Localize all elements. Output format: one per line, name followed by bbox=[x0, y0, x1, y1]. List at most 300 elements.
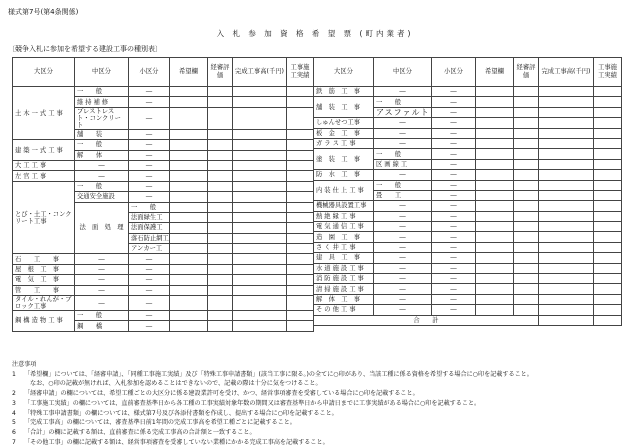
review-cell[interactable] bbox=[514, 201, 539, 211]
amount-cell[interactable] bbox=[539, 294, 594, 304]
wish-cell[interactable] bbox=[476, 118, 514, 128]
minor-dash: ― bbox=[129, 181, 170, 191]
wish-cell[interactable] bbox=[476, 97, 514, 107]
amount-cell[interactable] bbox=[539, 170, 594, 180]
amount-cell[interactable] bbox=[539, 253, 594, 263]
table-row bbox=[13, 87, 314, 97]
middle-cell: 法 面 処 理 bbox=[75, 202, 129, 254]
wish-cell[interactable] bbox=[476, 128, 514, 138]
wish-cell[interactable] bbox=[170, 87, 208, 97]
amount-cell[interactable] bbox=[233, 97, 287, 107]
record-cell[interactable] bbox=[594, 149, 622, 159]
amount-cell[interactable] bbox=[233, 212, 287, 222]
minor-dash: ― bbox=[432, 170, 476, 180]
table-header-row bbox=[13, 58, 314, 87]
note-item bbox=[12, 409, 622, 419]
review-cell[interactable] bbox=[208, 87, 233, 97]
record-cell[interactable] bbox=[287, 171, 314, 181]
minor-dash: ― bbox=[129, 285, 170, 295]
review-cell[interactable] bbox=[208, 321, 233, 331]
note-text: 「希望欄」については、「経審申請」、「同種工事施工実績」及び「特殊工事申請書類」(該当工事に限る。)の全てに○印があり、当該工種に係る資格を希望する場合に○印を記載すること。 bbox=[24, 370, 533, 378]
review-cell[interactable] bbox=[514, 274, 539, 284]
record-cell[interactable] bbox=[594, 232, 622, 242]
wish-cell[interactable] bbox=[170, 264, 208, 274]
review-cell[interactable] bbox=[514, 284, 539, 294]
note-number: 4 bbox=[12, 409, 16, 417]
amount-cell[interactable] bbox=[233, 160, 287, 170]
note-item bbox=[12, 389, 622, 399]
review-cell[interactable] bbox=[514, 170, 539, 180]
review-cell[interactable] bbox=[208, 160, 233, 170]
table-row bbox=[314, 294, 622, 304]
record-cell[interactable] bbox=[594, 284, 622, 294]
amount-cell[interactable] bbox=[539, 180, 594, 190]
minor-dash: ― bbox=[129, 140, 170, 150]
minor-dash: ― bbox=[432, 128, 476, 138]
minor-dash: ― bbox=[432, 180, 476, 190]
amount-cell[interactable] bbox=[539, 242, 594, 252]
record-cell[interactable] bbox=[287, 212, 314, 222]
review-cell[interactable] bbox=[208, 233, 233, 243]
middle-cell: 一 般 bbox=[374, 180, 432, 190]
amount-cell[interactable] bbox=[539, 107, 594, 117]
table-row bbox=[13, 264, 314, 274]
amount-cell[interactable] bbox=[233, 129, 287, 139]
record-cell[interactable] bbox=[594, 201, 622, 211]
wish-cell[interactable] bbox=[170, 311, 208, 321]
amount-cell[interactable] bbox=[233, 192, 287, 202]
wish-cell[interactable] bbox=[170, 223, 208, 233]
review-cell[interactable] bbox=[514, 87, 539, 97]
minor-dash: ― bbox=[129, 150, 170, 160]
record-cell[interactable] bbox=[594, 180, 622, 190]
major-tile: タイル・れんが・ブロック工事 bbox=[13, 296, 75, 311]
middle-cell: 舗 装 bbox=[75, 129, 129, 139]
middle-cell: 一 般 bbox=[374, 149, 432, 159]
minor-dash: ― bbox=[432, 274, 476, 284]
wish-cell[interactable] bbox=[476, 180, 514, 190]
amount-cell[interactable] bbox=[233, 321, 287, 331]
notes-title: 注意事項 bbox=[12, 361, 37, 368]
record-cell[interactable] bbox=[287, 275, 314, 285]
major-bankin: 板 金 工 事 bbox=[314, 128, 374, 138]
col-header-review: 経審評価 bbox=[514, 58, 539, 87]
amount-cell[interactable] bbox=[539, 284, 594, 294]
note-item bbox=[12, 370, 622, 380]
review-cell[interactable] bbox=[514, 263, 539, 273]
record-cell[interactable] bbox=[287, 181, 314, 191]
record-cell[interactable] bbox=[287, 233, 314, 243]
middle-dash: ― bbox=[374, 253, 432, 263]
amount-cell[interactable] bbox=[233, 296, 287, 311]
col-header-middle: 中区分 bbox=[374, 58, 432, 87]
record-cell[interactable] bbox=[594, 87, 622, 97]
major-doboku: 土 木 一 式 工 事 bbox=[13, 87, 75, 140]
major-hosou: 舗 装 工 事 bbox=[314, 97, 374, 118]
wish-cell[interactable] bbox=[170, 192, 208, 202]
review-cell[interactable] bbox=[208, 296, 233, 311]
wish-cell[interactable] bbox=[170, 140, 208, 150]
table-row bbox=[13, 254, 314, 264]
middle-dash: ― bbox=[374, 263, 432, 273]
review-cell[interactable] bbox=[208, 244, 233, 254]
review-cell[interactable] bbox=[208, 140, 233, 150]
wish-cell[interactable] bbox=[476, 170, 514, 180]
middle-cell: 一 般 bbox=[75, 87, 129, 97]
review-cell[interactable] bbox=[208, 223, 233, 233]
wish-cell[interactable] bbox=[170, 233, 208, 243]
record-cell[interactable] bbox=[287, 296, 314, 311]
middle-dash: ― bbox=[374, 274, 432, 284]
amount-cell[interactable] bbox=[233, 87, 287, 97]
wish-cell[interactable] bbox=[170, 160, 208, 170]
record-cell[interactable] bbox=[594, 118, 622, 128]
table-row bbox=[314, 87, 622, 97]
amount-cell[interactable] bbox=[539, 274, 594, 284]
table-row bbox=[314, 305, 622, 315]
review-cell[interactable] bbox=[208, 275, 233, 285]
review-cell[interactable] bbox=[514, 294, 539, 304]
major-tobi: とび・土工・コンクリート工事 bbox=[13, 181, 75, 254]
wish-cell[interactable] bbox=[170, 321, 208, 331]
wish-cell[interactable] bbox=[170, 181, 208, 191]
table-row bbox=[314, 128, 622, 138]
wish-cell[interactable] bbox=[170, 107, 208, 129]
table-row bbox=[13, 275, 314, 285]
wish-cell[interactable] bbox=[170, 150, 208, 160]
middle-dash: ― bbox=[374, 211, 432, 221]
amount-cell[interactable] bbox=[539, 222, 594, 232]
wish-cell[interactable] bbox=[476, 263, 514, 273]
note-number: 2 bbox=[12, 390, 16, 398]
note-item bbox=[12, 418, 622, 428]
table-row bbox=[13, 160, 314, 170]
review-cell[interactable] bbox=[514, 128, 539, 138]
record-cell[interactable] bbox=[287, 150, 314, 160]
wish-cell[interactable] bbox=[476, 190, 514, 200]
record-cell[interactable] bbox=[594, 294, 622, 304]
amount-cell[interactable] bbox=[233, 107, 287, 129]
col-header-wish: 希望欄 bbox=[170, 58, 208, 87]
amount-cell[interactable] bbox=[539, 232, 594, 242]
major-shunsetsu: しゅんせつ工事 bbox=[314, 118, 374, 128]
review-cell[interactable] bbox=[208, 264, 233, 274]
table-row bbox=[13, 140, 314, 150]
minor-cell: 一 般 bbox=[129, 202, 170, 212]
total-row bbox=[314, 315, 622, 325]
wish-cell[interactable] bbox=[476, 305, 514, 315]
wish-cell[interactable] bbox=[170, 202, 208, 212]
record-cell[interactable] bbox=[594, 107, 622, 117]
major-bousui: 防 水 工 事 bbox=[314, 170, 374, 180]
middle-dash: ― bbox=[374, 170, 432, 180]
review-cell[interactable] bbox=[514, 242, 539, 252]
note-text: なお、○印の記載が無ければ、入札参加を認めることはできないので、記載の際は十分に気をつけること。 bbox=[30, 380, 322, 388]
table-row bbox=[314, 232, 622, 242]
record-cell[interactable] bbox=[287, 202, 314, 212]
table-row bbox=[13, 181, 314, 191]
record-cell[interactable] bbox=[594, 242, 622, 252]
table-row bbox=[314, 242, 622, 252]
minor-dash: ― bbox=[129, 129, 170, 139]
review-cell[interactable] bbox=[208, 285, 233, 295]
wish-cell[interactable] bbox=[476, 138, 514, 148]
middle-cell: プレストレスト・コンクリート bbox=[75, 107, 129, 129]
minor-dash: ― bbox=[129, 192, 170, 202]
record-cell[interactable] bbox=[287, 107, 314, 129]
total-amount-cell[interactable] bbox=[539, 315, 594, 325]
minor-dash: ― bbox=[129, 321, 170, 331]
review-cell[interactable] bbox=[208, 129, 233, 139]
middle-dash: ― bbox=[374, 87, 432, 97]
minor-dash: ― bbox=[129, 160, 170, 170]
amount-cell[interactable] bbox=[233, 223, 287, 233]
amount-cell[interactable] bbox=[233, 140, 287, 150]
review-cell[interactable] bbox=[208, 212, 233, 222]
middle-cell: 一 般 bbox=[374, 97, 432, 107]
record-cell[interactable] bbox=[287, 244, 314, 254]
major-sakusei: さ く 井 工 事 bbox=[314, 242, 374, 252]
left-type-table bbox=[12, 57, 314, 332]
record-cell[interactable] bbox=[287, 311, 314, 321]
review-cell[interactable] bbox=[514, 107, 539, 117]
wish-cell[interactable] bbox=[476, 87, 514, 97]
minor-dash: ― bbox=[432, 253, 476, 263]
review-cell[interactable] bbox=[208, 311, 233, 321]
record-cell[interactable] bbox=[594, 190, 622, 200]
amount-cell[interactable] bbox=[539, 118, 594, 128]
record-cell[interactable] bbox=[594, 274, 622, 284]
review-cell[interactable] bbox=[208, 150, 233, 160]
middle-cell: 区 画 線 工 bbox=[374, 159, 432, 169]
record-cell[interactable] bbox=[287, 97, 314, 107]
note-number: 5 bbox=[12, 419, 16, 427]
record-cell[interactable] bbox=[594, 138, 622, 148]
wish-cell[interactable] bbox=[476, 107, 514, 117]
record-cell[interactable] bbox=[594, 253, 622, 263]
middle-cell: 畳 工 bbox=[374, 190, 432, 200]
review-cell[interactable] bbox=[514, 253, 539, 263]
record-cell[interactable] bbox=[594, 263, 622, 273]
middle-dash: ― bbox=[75, 160, 129, 170]
major-kan: 管 工 事 bbox=[13, 285, 75, 295]
major-sakan: 左 官 工 事 bbox=[13, 171, 75, 181]
amount-cell[interactable] bbox=[539, 128, 594, 138]
record-cell[interactable] bbox=[594, 128, 622, 138]
review-cell[interactable] bbox=[514, 211, 539, 221]
amount-cell[interactable] bbox=[233, 233, 287, 243]
minor-dash: ― bbox=[432, 138, 476, 148]
record-cell[interactable] bbox=[287, 87, 314, 97]
major-glass: ガ ラ ス 工 事 bbox=[314, 138, 374, 148]
table-row bbox=[13, 171, 314, 181]
review-cell[interactable] bbox=[514, 118, 539, 128]
wish-cell[interactable] bbox=[476, 242, 514, 252]
record-cell[interactable] bbox=[594, 222, 622, 232]
minor-dash: ― bbox=[129, 107, 170, 129]
review-cell[interactable] bbox=[208, 97, 233, 107]
amount-cell[interactable] bbox=[233, 244, 287, 254]
review-cell[interactable] bbox=[514, 159, 539, 169]
wish-cell[interactable] bbox=[476, 284, 514, 294]
middle-dash: ― bbox=[374, 232, 432, 242]
notes-section bbox=[12, 360, 622, 447]
amount-cell[interactable] bbox=[539, 97, 594, 107]
middle-dash: ― bbox=[374, 305, 432, 315]
wish-cell[interactable] bbox=[170, 296, 208, 311]
record-cell[interactable] bbox=[287, 129, 314, 139]
review-cell[interactable] bbox=[208, 192, 233, 202]
amount-cell[interactable] bbox=[539, 87, 594, 97]
note-item bbox=[12, 428, 622, 438]
amount-cell[interactable] bbox=[233, 254, 287, 264]
review-cell[interactable] bbox=[514, 190, 539, 200]
review-cell[interactable] bbox=[514, 149, 539, 159]
amount-cell[interactable] bbox=[233, 181, 287, 191]
minor-dash: ― bbox=[129, 87, 170, 97]
minor-dash: ― bbox=[432, 87, 476, 97]
record-cell[interactable] bbox=[287, 223, 314, 233]
table-header-row bbox=[314, 58, 622, 87]
total-label: 合 計 bbox=[314, 315, 539, 325]
major-tosou: 塗 装 工 事 bbox=[314, 149, 374, 170]
table-row bbox=[314, 138, 622, 148]
major-ishi: 石 工 事 bbox=[13, 254, 75, 264]
middle-cell: 一 般 bbox=[75, 311, 129, 321]
table-row bbox=[314, 118, 622, 128]
middle-dash: ― bbox=[75, 254, 129, 264]
amount-cell[interactable] bbox=[539, 263, 594, 273]
middle-cell: 解 体 bbox=[75, 150, 129, 160]
amount-cell[interactable] bbox=[233, 171, 287, 181]
record-cell[interactable] bbox=[594, 305, 622, 315]
form-number: 様式第7号(第4条関係) bbox=[8, 8, 79, 16]
minor-dash: ― bbox=[129, 171, 170, 181]
amount-cell[interactable] bbox=[233, 150, 287, 160]
middle-cell: 一 般 bbox=[75, 140, 129, 150]
minor-dash: ― bbox=[432, 118, 476, 128]
minor-dash: ― bbox=[129, 264, 170, 274]
middle-dash: ― bbox=[75, 264, 129, 274]
major-kikai: 機械器具設置工事 bbox=[314, 201, 374, 211]
review-cell[interactable] bbox=[514, 232, 539, 242]
wish-cell[interactable] bbox=[476, 294, 514, 304]
wish-cell[interactable] bbox=[476, 232, 514, 242]
amount-cell[interactable] bbox=[233, 275, 287, 285]
review-cell[interactable] bbox=[514, 180, 539, 190]
minor-dash: ― bbox=[129, 97, 170, 107]
amount-cell[interactable] bbox=[233, 202, 287, 212]
record-cell[interactable] bbox=[594, 170, 622, 180]
col-header-minor: 小区分 bbox=[129, 58, 170, 87]
table-row bbox=[314, 201, 622, 211]
review-cell[interactable] bbox=[208, 254, 233, 264]
note-number: 1 bbox=[12, 370, 16, 378]
major-tategu: 建 具 工 事 bbox=[314, 253, 374, 263]
table-row bbox=[314, 170, 622, 180]
review-cell[interactable] bbox=[208, 107, 233, 129]
amount-cell[interactable] bbox=[233, 311, 287, 321]
record-cell[interactable] bbox=[594, 211, 622, 221]
wish-cell[interactable] bbox=[170, 285, 208, 295]
amount-cell[interactable] bbox=[539, 190, 594, 200]
wish-cell[interactable] bbox=[476, 211, 514, 221]
minor-dash: ― bbox=[432, 305, 476, 315]
major-sonota: そ の 他 工 事 bbox=[314, 305, 374, 315]
minor-dash: ― bbox=[432, 159, 476, 169]
middle-dash: ― bbox=[374, 222, 432, 232]
amount-cell[interactable] bbox=[539, 138, 594, 148]
review-cell[interactable] bbox=[514, 138, 539, 148]
note-item bbox=[12, 399, 622, 409]
amount-cell[interactable] bbox=[539, 201, 594, 211]
minor-dash: ― bbox=[129, 275, 170, 285]
minor-dash: ― bbox=[432, 190, 476, 200]
wish-cell[interactable] bbox=[476, 274, 514, 284]
record-cell[interactable] bbox=[287, 140, 314, 150]
minor-dash: ― bbox=[432, 263, 476, 273]
wish-cell[interactable] bbox=[170, 244, 208, 254]
review-cell[interactable] bbox=[208, 202, 233, 212]
record-cell[interactable] bbox=[287, 285, 314, 295]
wish-cell[interactable] bbox=[476, 222, 514, 232]
amount-cell[interactable] bbox=[539, 159, 594, 169]
review-cell[interactable] bbox=[514, 222, 539, 232]
wish-cell[interactable] bbox=[476, 159, 514, 169]
minor-dash: ― bbox=[129, 311, 170, 321]
minor-cell: 落石防止網工 bbox=[129, 233, 170, 243]
review-cell[interactable] bbox=[208, 181, 233, 191]
review-cell[interactable] bbox=[514, 97, 539, 107]
amount-cell[interactable] bbox=[539, 305, 594, 315]
middle-dash: ― bbox=[75, 275, 129, 285]
major-suidou: 水 道 施 設 工 事 bbox=[314, 263, 374, 273]
middle-dash: ― bbox=[374, 128, 432, 138]
note-text: 「経審申請」の欄については、希望工種ごとの大区分に係る建設業許可を受け、かつ、経営事項審査を受審している場合に○印を記載すること。 bbox=[24, 390, 419, 398]
review-cell[interactable] bbox=[208, 171, 233, 181]
wish-cell[interactable] bbox=[170, 129, 208, 139]
major-denki-tsushin: 電 気 通 信 工 事 bbox=[314, 222, 374, 232]
amount-cell[interactable] bbox=[233, 264, 287, 274]
col-header-record: 工事施工実績 bbox=[594, 58, 622, 87]
record-cell[interactable] bbox=[287, 254, 314, 264]
amount-cell[interactable] bbox=[233, 285, 287, 295]
minor-cell: アンカー工 bbox=[129, 244, 170, 254]
amount-cell[interactable] bbox=[539, 149, 594, 159]
record-cell[interactable] bbox=[287, 192, 314, 202]
wish-cell[interactable] bbox=[170, 171, 208, 181]
amount-cell[interactable] bbox=[539, 211, 594, 221]
wish-cell[interactable] bbox=[476, 201, 514, 211]
wish-cell[interactable] bbox=[170, 275, 208, 285]
minor-dash: ― bbox=[432, 284, 476, 294]
wish-cell[interactable] bbox=[170, 254, 208, 264]
middle-cell: 維 持 補 修 bbox=[75, 97, 129, 107]
wish-cell[interactable] bbox=[170, 97, 208, 107]
record-cell[interactable] bbox=[594, 159, 622, 169]
record-cell[interactable] bbox=[287, 321, 314, 331]
minor-cell: 法面緑生工 bbox=[129, 212, 170, 222]
wish-cell[interactable] bbox=[476, 149, 514, 159]
record-cell[interactable] bbox=[287, 264, 314, 274]
wish-cell[interactable] bbox=[170, 212, 208, 222]
right-type-table bbox=[313, 57, 622, 326]
major-kaitai: 解 体 工 事 bbox=[314, 294, 374, 304]
record-cell[interactable] bbox=[287, 160, 314, 170]
review-cell[interactable] bbox=[514, 305, 539, 315]
wish-cell[interactable] bbox=[476, 253, 514, 263]
record-cell[interactable] bbox=[594, 97, 622, 107]
